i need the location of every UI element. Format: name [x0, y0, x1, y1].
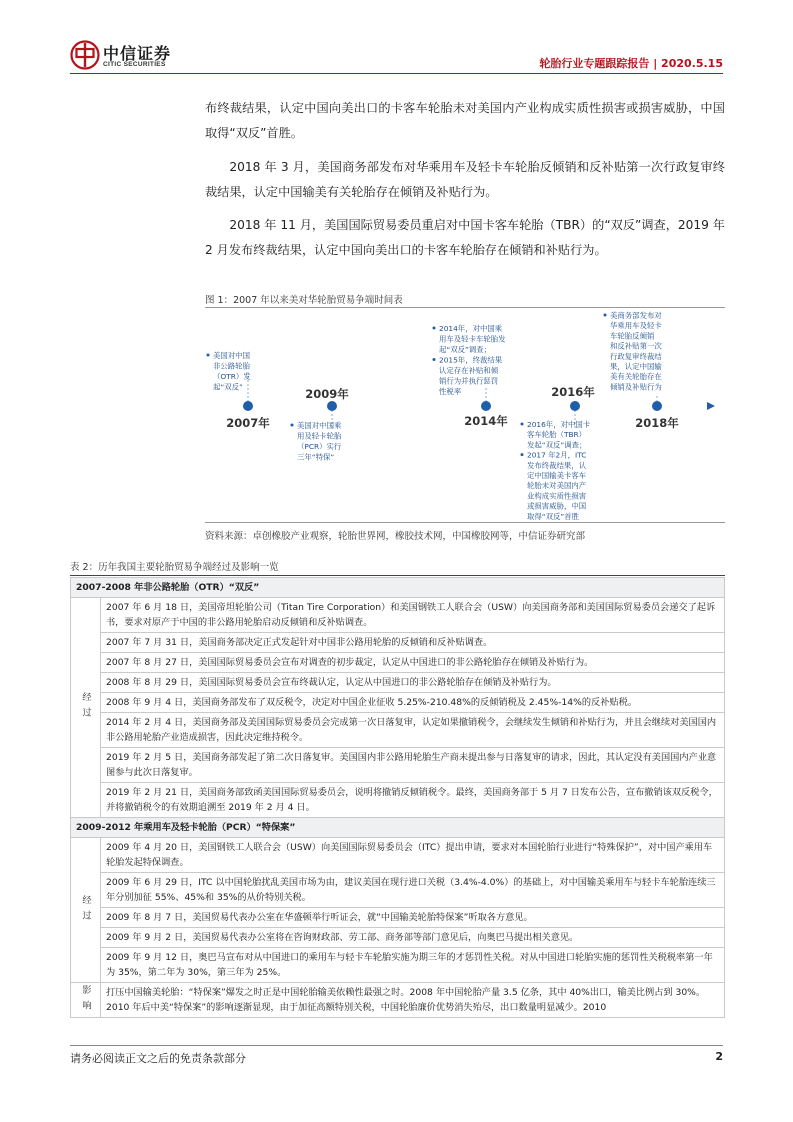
table-row: [71, 948, 725, 983]
timeline-arrow-icon: [707, 402, 715, 410]
event-cell: 2009 年 4 月 20 日，美国钢铁工人联合会（USW）向美国国际贸易委员会（ITC）提出申请，要求对本国轮胎行业进行“特殊保护”，对中国产乘用车轮胎发起特保调查。: [101, 838, 725, 873]
figure-top-rule: [205, 307, 725, 308]
bullet-icon: [291, 424, 294, 427]
event-line: 美国对中国乘: [297, 421, 342, 430]
timeline-node-2016: [570, 401, 580, 411]
event-line: 车轮胎反倾销: [610, 331, 655, 341]
event-line: 华乘用车及轻卡: [610, 321, 662, 331]
event-line: 起“双反”: [213, 382, 243, 392]
table-top-rule: [70, 575, 725, 576]
row-group-label-text: 影响: [80, 985, 91, 1016]
event-line: 非公路轮胎: [213, 361, 250, 371]
event-cell: 2019 年 2 月 5 日，美国商务部发起了第二次日落复审。美国国内非公路用轮胎生产商未提出参与日落复审的请求，因此，其认定没有美国国内产业意图参与此次日落复审。: [101, 748, 725, 783]
event-line: 美国对中国: [213, 351, 250, 360]
event-2018: [604, 311, 663, 391]
row-group-label: [71, 598, 101, 818]
event-line: 2015年，终裁结果: [439, 355, 503, 365]
event-line: 三年“特保”: [297, 452, 335, 462]
timeline-node-2007: [243, 401, 253, 411]
event-2016: [521, 420, 591, 520]
event-2009: [291, 421, 342, 462]
event-line: 2016年，对中国卡: [527, 420, 591, 429]
table-row: [71, 633, 725, 653]
event-cell: 2007 年 6 月 18 日，美国帝坦轮胎公司（Titan Tire Corporation）和美国钢铁工人联合会（USW）向美国商务部和美国国际贸易委员会递交了起诉书，要求对原产于中国的非公路用轮胎启动反倾销和反补贴调查。: [101, 598, 725, 633]
event-cell: 2007 年 7 月 31 日，美国商务部决定正式发起针对中国非公路用轮胎的反倾销和反补贴调查。: [101, 633, 725, 653]
figure-bottom-rule: [205, 522, 725, 523]
citic-logo-icon: [70, 40, 100, 70]
paragraph-1: 布终裁结果，认定中国向美出口的卡客车轮胎未对美国内产业构成实质性损害或损害威胁，中国取得“双反”首胜。: [205, 101, 725, 140]
bullet-icon: [433, 358, 436, 361]
event-line: 取得“双反”首胜: [527, 511, 580, 520]
event-2014: [433, 324, 507, 396]
logo-text-en: CITIC SECURITIES: [103, 61, 166, 68]
table-row: [71, 713, 725, 748]
year-label-2018: 2018年: [635, 416, 679, 430]
event-line: 轮胎未对美国内产: [527, 481, 587, 491]
table-row: [71, 748, 725, 783]
figure-caption: 图 1：2007 年以来美对华轮胎贸易争端时间表: [205, 295, 403, 306]
event-line: 起“双反”调查；: [439, 345, 492, 354]
timeline-node-2009: [327, 401, 337, 411]
event-line: （OTR）发: [213, 372, 251, 381]
event-line: 倾销及补贴行为: [610, 382, 662, 392]
event-line: 定中国输美卡客车: [527, 471, 587, 480]
section-title: 2009-2012 年乘用车及轻卡轮胎（PCR）“特保案”: [71, 818, 725, 838]
event-line: 2014年，对中国乘: [439, 324, 503, 333]
event-line: （PCR）实行: [297, 442, 342, 451]
row-group-label-text: 经过: [80, 894, 91, 926]
bullet-icon: [604, 314, 607, 317]
section-header-row: [71, 578, 725, 598]
event-line: 2017 年2月，ITC: [527, 450, 587, 460]
event-cell: 2009 年 9 月 12 日，奥巴马宣布对从中国进口的乘用车与轻卡车轮胎实施为期三年的才惩罚性关税。对从中国进口轮胎实施的惩罚性关税税率第一年为 35%，第二年为 30%，第三年为 25%。: [101, 948, 725, 983]
event-line: 美商务部发布对: [610, 311, 662, 320]
year-label-2009: 2009年: [305, 387, 349, 401]
bullet-icon: [207, 354, 210, 357]
event-cell: 2008 年 9 月 4 日，美国商务部发布了双反税令，决定对中国企业征收 5.25%-210.48%的反倾销税及 2.45%-14%的反补贴税。: [101, 693, 725, 713]
disclaimer-text: 请务必阅读正文之后的免责条款部分: [70, 1052, 246, 1065]
timeline-node-2014: [481, 401, 491, 411]
event-line: 用及轻卡轮胎: [297, 431, 342, 441]
event-line: 发布终裁结果，认: [527, 460, 587, 470]
row-group-label: [71, 983, 101, 1018]
event-cell: 2008 年 8 月 29 日，美国国际贸易委员会宣布终裁认定，认定从中国进口的非公路轮胎存在倾销及补贴行为。: [101, 673, 725, 693]
event-line: 行政复审终裁结: [610, 351, 662, 361]
timeline-chart: [205, 310, 725, 520]
section-header-row: [71, 818, 725, 838]
event-cell: 2009 年 6 月 29 日，ITC 以中国轮胎扰乱美国市场为由，建议美国在现行进口关税（3.4%-4.0%）的基础上，对中国输美乘用车与轻卡车轮胎连续三年分别加征 55%、45%和 35%的从价特别关税。: [101, 873, 725, 908]
event-line: 性税率: [439, 387, 462, 396]
row-group-label: [71, 838, 101, 983]
table-row: [71, 693, 725, 713]
paragraph-3: 2018 年 11 月，美国国际贸易委员重启对中国卡客车轮胎（TBR）的“双反”调查，2019 年 2 月发布终裁结果，认定中国向美出口的卡客车轮胎存在倾销和补贴行为。: [205, 218, 725, 257]
bullet-icon: [521, 423, 524, 426]
bullet-icon: [521, 453, 524, 456]
trade-dispute-table: [70, 577, 725, 1018]
logo-text-cn: 中信证券: [103, 44, 172, 63]
paragraph-2: 2018 年 3 月，美国商务部发布对华乘用车及轻卡车轮胎反倾销和反补贴第一次行政复审终裁结果，认定中国输美有关轮胎存在倾销及补贴行为。: [205, 160, 725, 199]
event-line: 美有关轮胎存在: [610, 372, 662, 382]
event-cell: 2014 年 2 月 4 日，美国商务部及美国国际贸易委员会完成第一次日落复审，认定如果撤销税令，会继续发生倾销和补贴行为，并且会继续对美国国内非公路用轮胎产业造成损害，因此决定维持税令。: [101, 713, 725, 748]
bullet-icon: [433, 327, 436, 330]
event-line: 和反补贴第一次: [610, 341, 662, 351]
event-line: 客车轮胎（TBR）: [527, 430, 587, 440]
table-row: [71, 873, 725, 908]
table-row: [71, 908, 725, 928]
event-cell: 打压中国输美轮胎：“特保案”爆发之时正是中国轮胎输美依赖性最强之时。2008 年中国轮胎产量 3.5 亿条，其中 40%出口，输美比例占到 30%。2010 年后中美“特保案”的影响逐渐显现，由于加征高额特别关税，中国轮胎廉价优势消失殆尽，出口数量明显减少。2010: [101, 983, 725, 1018]
table-row: [71, 783, 725, 818]
footer-divider: [70, 1045, 723, 1046]
table-row: [71, 653, 725, 673]
timeline-node-2018: [652, 401, 662, 411]
report-title: 轮胎行业专题跟踪报告 | 2020.5.15: [539, 57, 723, 70]
event-line: 用车及轻卡车轮胎发: [439, 334, 506, 344]
table-row: [71, 983, 725, 1018]
page-number: 2: [715, 1050, 723, 1063]
event-cell: 2007 年 8 月 27 日，美国国际贸易委员会宣布对调查的初步裁定，认定从中国进口的非公路轮胎存在倾销及补贴行为。: [101, 653, 725, 673]
year-label-2007: 2007年: [226, 416, 270, 430]
header-divider: [70, 73, 723, 74]
table-row: [71, 598, 725, 633]
row-group-label-text: 经过: [80, 692, 91, 723]
table-row: [71, 928, 725, 948]
event-line: 销行为并执行惩罚: [439, 376, 499, 386]
year-label-2016: 2016年: [551, 385, 595, 399]
figure-source: 资料来源：卓创橡胶产业观察，轮胎世界网，橡胶技术网，中国橡胶网等，中信证券研究部: [205, 531, 586, 542]
event-line: 发起“双反”调查；: [527, 440, 587, 450]
table-row: [71, 673, 725, 693]
event-line: 认定存在补贴和倾: [439, 366, 499, 375]
table-caption: 表 2：历年我国主要轮胎贸易争端经过及影响一览: [70, 562, 279, 573]
event-line: 果，认定中国输: [610, 362, 662, 371]
event-line: 或损害威胁，中国: [527, 501, 587, 511]
event-cell: 2019 年 2 月 21 日，美国商务部致函美国国际贸易委员会，说明将撤销反倾销税令。最终，美国商务部于 5 月 7 日发布公告，宣布撤销该双反税令，并将撤销税令的有效期追溯至 2019 年 2 月 4 日。: [101, 783, 725, 818]
citic-logo: [70, 40, 180, 74]
table-row: [71, 838, 725, 873]
year-label-2014: 2014年: [464, 414, 508, 428]
event-line: 业构成实质性损害: [527, 491, 587, 501]
event-2007: [207, 351, 252, 392]
section-title: 2007-2008 年非公路轮胎（OTR）“双反”: [71, 578, 725, 598]
event-cell: 2009 年 9 月 2 日，美国贸易代表办公室将在咨询财政部、劳工部、商务部等部门意见后，向奥巴马提出相关意见。: [101, 928, 725, 948]
event-cell: 2009 年 8 月 7 日，美国贸易代表办公室在华盛顿举行听证会，就“中国输美轮胎特保案”听取各方意见。: [101, 908, 725, 928]
